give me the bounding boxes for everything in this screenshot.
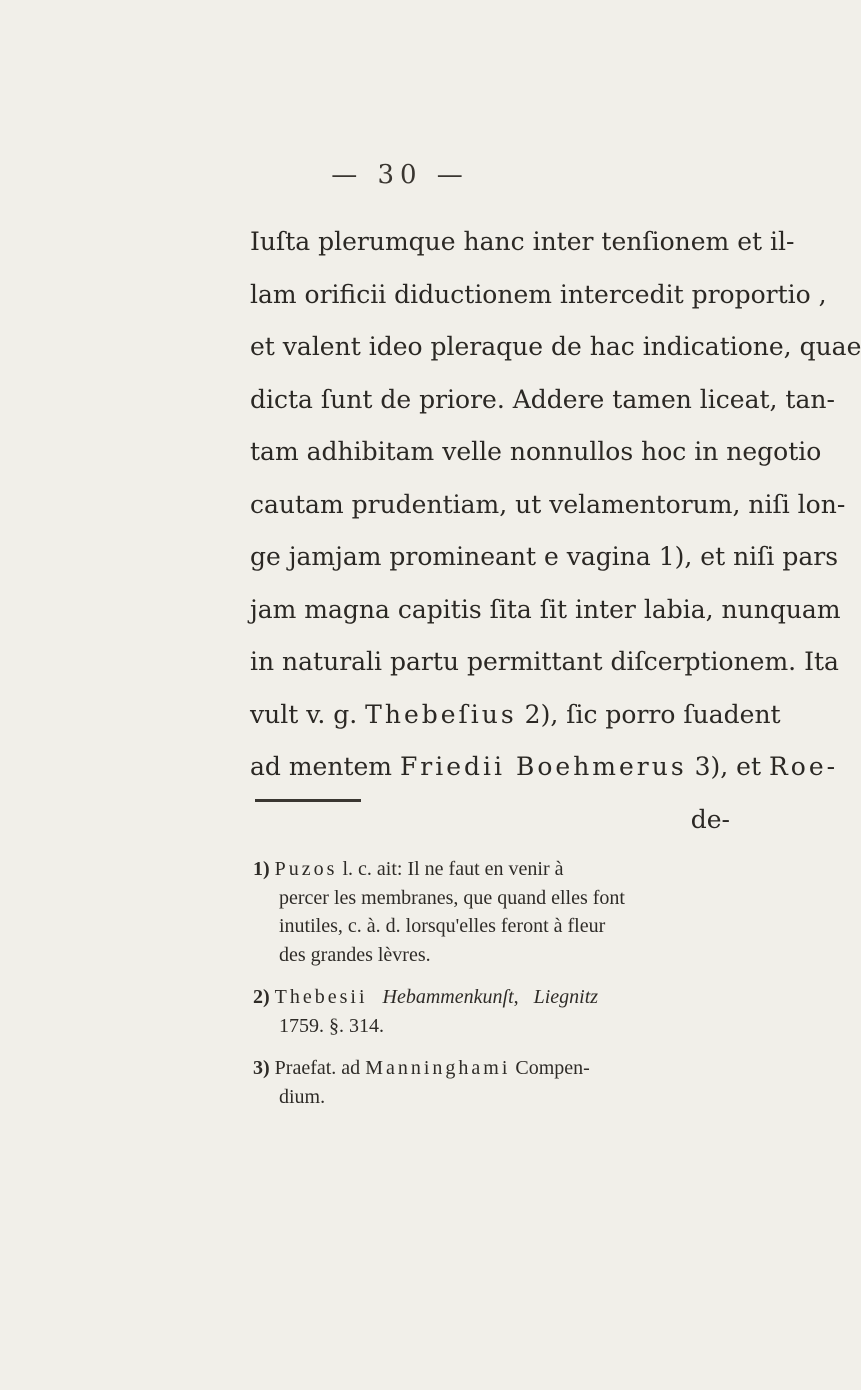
- footnote-1: [253, 855, 768, 969]
- footnote-number: 2): [253, 986, 270, 1008]
- footnote-3: [253, 1054, 768, 1111]
- text-fragment: l. c. ait: Il ne faut en venir à: [337, 858, 564, 880]
- catchword: de-: [690, 804, 730, 834]
- text-line: [250, 741, 839, 794]
- footnote-line: [253, 855, 768, 884]
- text-fragment: vult v. g.: [250, 699, 366, 729]
- author-name: Thebesii: [274, 986, 368, 1008]
- author-name: Manninghami: [365, 1057, 511, 1079]
- text-fragment: Compen-: [510, 1057, 590, 1079]
- footnote-line: [253, 1054, 768, 1083]
- footnotes: [253, 855, 768, 1125]
- footnote-number: 3): [253, 1057, 270, 1079]
- text-line: jam magna capitis ſita ſit inter labia, nunquam: [250, 594, 841, 624]
- page-number-header: — 30 —: [331, 160, 469, 190]
- text-line: tam adhibitam velle nonnullos hoc in negotio: [250, 437, 822, 466]
- text-line: in naturali partu permittant diſcerptionem. Ita: [250, 647, 839, 676]
- footnote-line: 1759. §. 314.: [279, 1014, 384, 1037]
- book-title: Hebammenkunſt: [382, 986, 514, 1008]
- footnote-line: des grandes lèvres.: [279, 943, 431, 966]
- main-text-block: [250, 216, 861, 846]
- text-fragment: ad mentem: [250, 752, 400, 781]
- author-name: Thebeſius: [365, 699, 517, 729]
- text-line: lam orificii diductionem intercedit proportio ,: [250, 279, 827, 309]
- footnote-number: 1): [253, 858, 270, 880]
- text-line: dicta ſunt de priore. Addere tamen liceat, tan-: [250, 384, 835, 414]
- text-line: Iuſta plerumque hanc inter tenſionem et il-: [250, 227, 795, 256]
- footnote-rule: [255, 799, 361, 802]
- author-name: Puzos: [274, 858, 338, 880]
- footnote-line: inutiles, c. à. d. lorsqu'elles feront à fleur: [279, 915, 606, 937]
- footnote-line: 2) Thebesii Hebammenkunſt, Liegnitz: [253, 986, 599, 1008]
- text-line: ge jamjam promineant e vagina 1), et niſi pars: [250, 542, 839, 571]
- footnote-line: dium.: [279, 1085, 326, 1108]
- text-fragment: 2), ſic porro ſuadent: [516, 699, 781, 729]
- footnote-2: [253, 983, 768, 1040]
- author-name: Friedii Boehmerus: [399, 752, 687, 781]
- place-name: Liegnitz: [533, 986, 599, 1008]
- text-line: cautam prudentiam, ut velamentorum, niſi lon-: [250, 489, 846, 519]
- footnote-line: percer les membranes, que quand elles font: [279, 886, 625, 909]
- author-name: Roe-: [768, 752, 839, 781]
- text-fragment: 3), et: [686, 752, 769, 781]
- text-line: et valent ideo pleraque de hac indicatione, quae: [250, 332, 861, 361]
- text-line: [250, 689, 781, 742]
- text-fragment: Praefat. ad: [274, 1057, 366, 1079]
